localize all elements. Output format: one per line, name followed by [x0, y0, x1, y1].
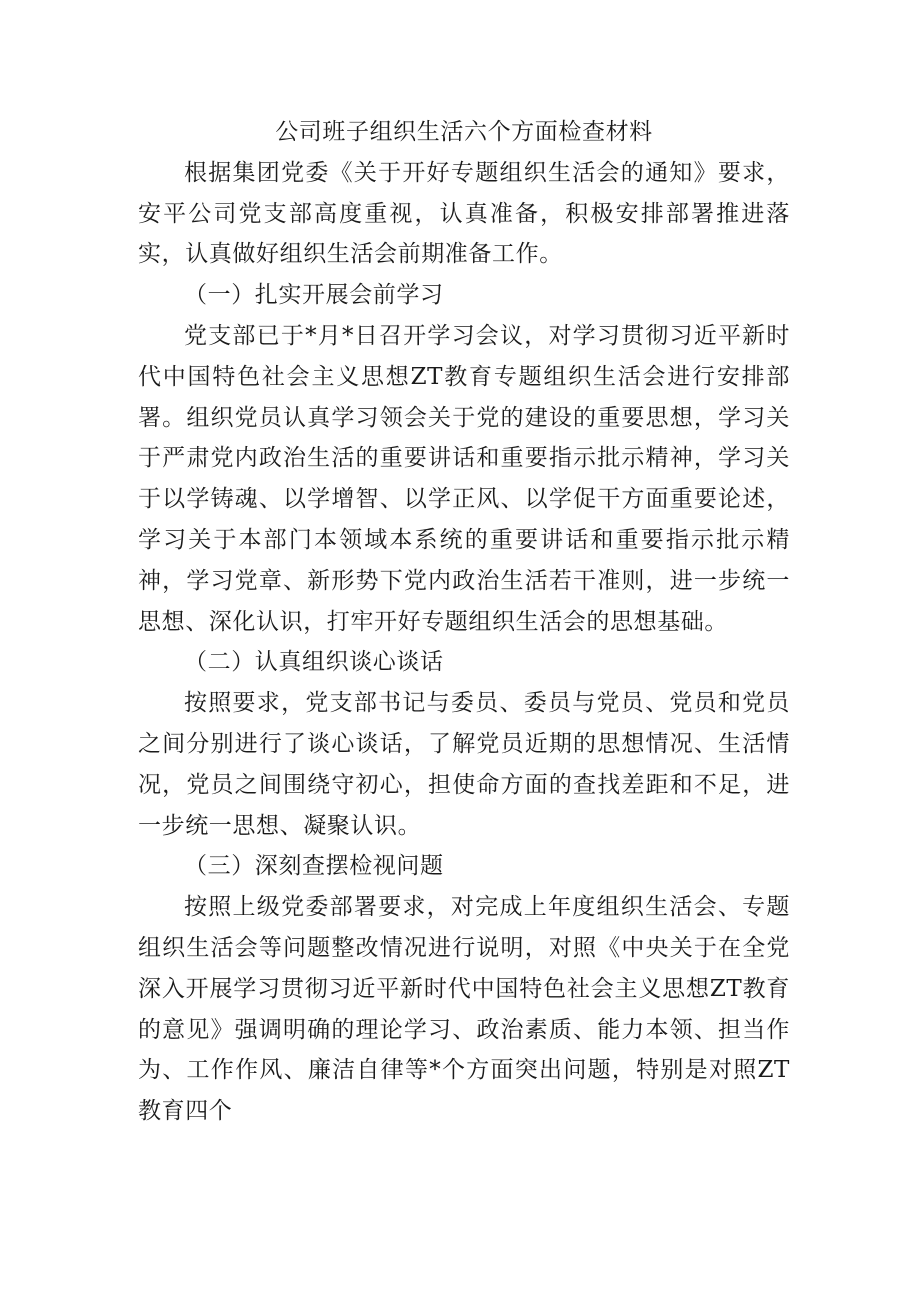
document-body [138, 112, 790, 1132]
section-heading-1: （一）扎实开展会前学习 [184, 282, 444, 309]
section-body-1: 党支部已于*月*日召开学习会议，对学习贯彻习近平新时代中国特色社会主义思想ZT教育专题组织生活会进行安排部署。组织党员认真学习领会关于党的建设的重要思想，学习关于严肃党内政治生活的重要讲话和重要指示批示精神，学习关于以学铸魂、以学增智、以学正风、以学促干方面重要论述，学习关于本部门本领域本系统的重要讲话和重要指示批示精神，学习党章、新形势下党内政治生活若干准则，进一步统一思想、深化认识，打牢开好专题组织生活会的思想基础。 [138, 322, 790, 635]
section-body-3: 按照上级党委部署要求，对完成上年度组织生活会、专题组织生活会等问题整改情况进行说明，对照《中央关于在全党深入开展学习贯彻习近平新时代中国特色社会主义思想ZT教育的意见》强调明确的理论学习、政治素质、能力本领、担当作为、工作作风、廉洁自律等*个方面突出问题，特别是对照ZT教育四个 [138, 894, 790, 1125]
section-heading-2: （二）认真组织谈心谈话 [184, 649, 444, 676]
intro-paragraph: 根据集团党委《关于开好专题组织生活会的通知》要求，安平公司党支部高度重视，认真准备，积极安排部署推进落实，认真做好组织生活会前期准备工作。 [138, 159, 790, 268]
section-body-2: 按照要求，党支部书记与委员、委员与党员、党员和党员之间分别进行了谈心谈话，了解党员近期的思想情况、生活情况，党员之间围绕守初心，担使命方面的查找差距和不足，进一步统一思想、凝聚认识。 [138, 690, 790, 839]
section-heading-3: （三）深刻查摆检视问题 [184, 853, 444, 880]
document-title: 公司班子组织生活六个方面检查材料 [275, 119, 653, 145]
